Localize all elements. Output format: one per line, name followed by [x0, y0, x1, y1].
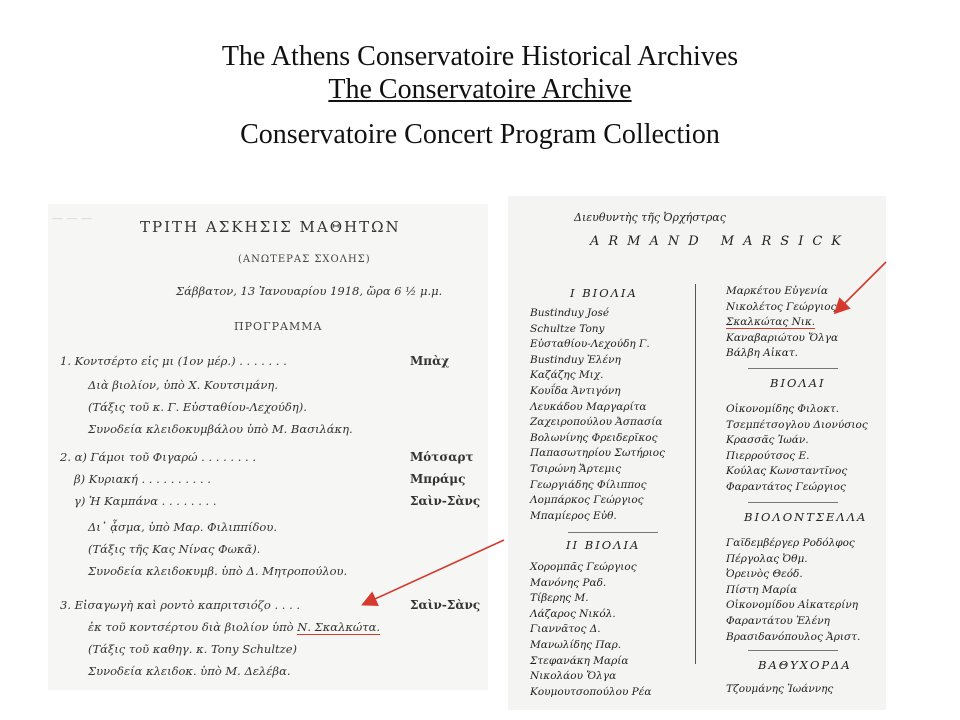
- highlighted-musician-name: Σκαλκώτας Νικ.: [726, 316, 816, 329]
- musician: Στεφανάκη Μαρία: [530, 654, 629, 667]
- highlighted-performer: Ν. Σκαλκώτα.: [297, 620, 381, 634]
- program-composer: Σαὶν-Σὰνς: [410, 598, 481, 612]
- musician: Τσεμπέτσογλου Διονύσιος: [726, 418, 868, 431]
- musician: Schultze Tony: [530, 322, 605, 335]
- program-item: 3. Εἰσαγωγὴ καὶ ροντὸ καπριτσιόζο . . . .: [60, 598, 301, 612]
- musician: Κρασσᾶς Ἰωάν.: [726, 434, 809, 447]
- musician: Κουΐδα Ἀντιγόνη: [530, 384, 621, 397]
- program-item: Συνοδεία κλειδοκ. ὑπὸ Μ. Δελέβα.: [88, 664, 291, 678]
- program-composer: Μπράμς: [410, 472, 466, 486]
- section-heading-violins-2: ΙΙ ΒΙΟΛΙΑ: [566, 538, 641, 552]
- program-item: Διὰ βιολίον, ὑπὸ Χ. Κουτσιμάνη.: [88, 378, 278, 392]
- director-label: Διευθυντὴς τῆς Ὀρχήστρας: [574, 211, 726, 224]
- program-item: (Τάξις τοῦ καθηγ. κ. Tony Schultze): [88, 642, 297, 656]
- collection-title: Conservatoire Concert Program Collection: [240, 119, 720, 150]
- director-name: ARMAND MARSICK: [590, 234, 850, 249]
- arrow-to-program-name: [364, 540, 504, 604]
- musician: Μαρκέτου Εὐγενία: [726, 285, 828, 297]
- section-heading-violas: ΒΙΟΛΑΙ: [770, 376, 826, 390]
- musician: Bustinduy José: [530, 307, 610, 319]
- program-title: ΤΡΙΤΗ ΑΣΚΗΣΙΣ ΜΑΘΗΤΩΝ: [140, 218, 401, 236]
- arrow-to-roster-name: [836, 262, 886, 312]
- musician: Μανόνης Ραδ.: [530, 576, 607, 589]
- musician: Φαραντάτος Γεώργιος: [726, 480, 846, 493]
- bleed-through-text: — — —: [52, 212, 92, 225]
- musician: Κουμουτσοπούλου Ρέα: [530, 685, 652, 698]
- program-item: 1. Κοντσέρτο εἰς μι (1ον μέρ.) . . . . . . .: [60, 354, 287, 368]
- program-item: Δι᾽ ᾆσμα, ὑπὸ Μαρ. Φιλιππίδου.: [88, 520, 277, 534]
- musician: Βολωνίνης Φρειδερῖκος: [530, 431, 658, 444]
- musician: Καναβαριώτου Ὄλγα: [726, 331, 839, 344]
- program-date: Σάββατον, 13 Ἰανουαρίου 1918, ὥρα 6 ½ μ.μ.: [176, 284, 443, 298]
- program-composer: Μπὰχ: [410, 354, 450, 368]
- program-item: 2. α) Γάμοι τοῦ Φιγαρώ . . . . . . . .: [60, 450, 256, 464]
- section-heading-violins-1: Ι ΒΙΟΛΙΑ: [570, 286, 638, 300]
- musician: Χορομπᾶς Γεώργιος: [530, 561, 637, 573]
- musician: Τσιρώνη Ἄρτεμις: [530, 462, 622, 475]
- musician: Παπασωτηρίου Σωτήριος: [530, 447, 665, 460]
- musician: Λευκάδου Μαργαρίτα: [530, 400, 647, 413]
- musician: Οἰκονομίδου Αἰκατερίνη: [726, 599, 859, 612]
- musician: Bustinduy Ἑλένη: [530, 353, 621, 366]
- program-item: (Τάξις τοῦ κ. Γ. Εὐσταθίου-Λεχούδη).: [88, 400, 307, 414]
- musician: Βάλβη Αἰκατ.: [726, 347, 798, 360]
- musician: Πιερρούτσος Ε.: [726, 449, 810, 462]
- musician: Νικολάου Ὄλγα: [530, 670, 617, 683]
- musician: Τίβερης Μ.: [530, 592, 589, 605]
- program-label: ΠΡΟΓΡΑΜΜΑ: [234, 320, 323, 333]
- musician: Τζουμάνης Ἰωάννης: [726, 683, 834, 695]
- musician: Λομπάρκος Γεώργιος: [530, 494, 644, 507]
- musician: Καζάζης Μιχ.: [530, 369, 604, 382]
- program-school: (ΑΝΩΤΕΡΑΣ ΣΧΟΛΗΣ): [238, 254, 371, 265]
- program-item: (Τάξις τῆς Κας Νίνας Φωκᾶ).: [88, 542, 261, 556]
- program-composer: Μότσαρτ: [410, 450, 474, 464]
- musician: Βρασιδανόπουλος Ἀριστ.: [726, 630, 861, 643]
- musician: Γαϊδεμβέργερ Ροδόλφος: [726, 537, 855, 549]
- musician: Πίστη Μαρία: [726, 583, 798, 596]
- musician: Μανωλίδης Παρ.: [530, 638, 622, 651]
- musician: Γιαννᾶτος Δ.: [530, 623, 601, 636]
- musician: Γεωργιάδης Φίλιππος: [530, 478, 647, 491]
- musician: Πέργολας Ὀθμ.: [726, 552, 808, 565]
- musician: Λάζαρος Νικόλ.: [530, 607, 616, 620]
- program-item: γ) Ἡ Καμπάνα . . . . . . . .: [74, 494, 217, 508]
- program-item: Συνοδεία κλειδοκυμβ. ὑπὸ Δ. Μητροπούλου.: [88, 564, 348, 578]
- musician: Φαραντάτου Ἑλένη: [726, 614, 830, 627]
- section-heading-cellos: ΒΙΟΛΟΝΤΣΕΛΛΑ: [744, 510, 868, 524]
- program-composer: Σαὶν-Σὰνς: [410, 494, 481, 508]
- program-item: Συνοδεία κλειδοκυμβάλου ὑπὸ Μ. Βασιλάκη.: [88, 422, 353, 436]
- archive-subtitle: The Conservatoire Archive: [328, 74, 632, 105]
- musician: Μπαμίερος Εὐθ.: [530, 509, 617, 522]
- program-item-text: ἐκ τοῦ κοντσέρτου διὰ βιολίον ὑπὸ: [88, 620, 294, 634]
- musician: Νικολέτος Γεώργιος: [726, 300, 837, 313]
- musician: Κούλας Κωνσταντῖνος: [726, 465, 848, 478]
- section-heading-basses: ΒΑΘΥΧΟΡΔΑ: [758, 658, 852, 672]
- program-item: β) Κυριακή . . . . . . . . . .: [74, 472, 211, 486]
- musician: Ζαχειροπούλου Ἀσπασία: [530, 416, 663, 429]
- musician: Εὐσταθίου-Λεχούδη Γ.: [530, 338, 650, 351]
- archive-title: The Athens Conservatoire Historical Archives: [221, 41, 739, 72]
- musician: Ὀρεινὸς Θεόδ.: [726, 568, 803, 581]
- musician: Οἰκονομίδης Φιλοκτ.: [726, 403, 840, 415]
